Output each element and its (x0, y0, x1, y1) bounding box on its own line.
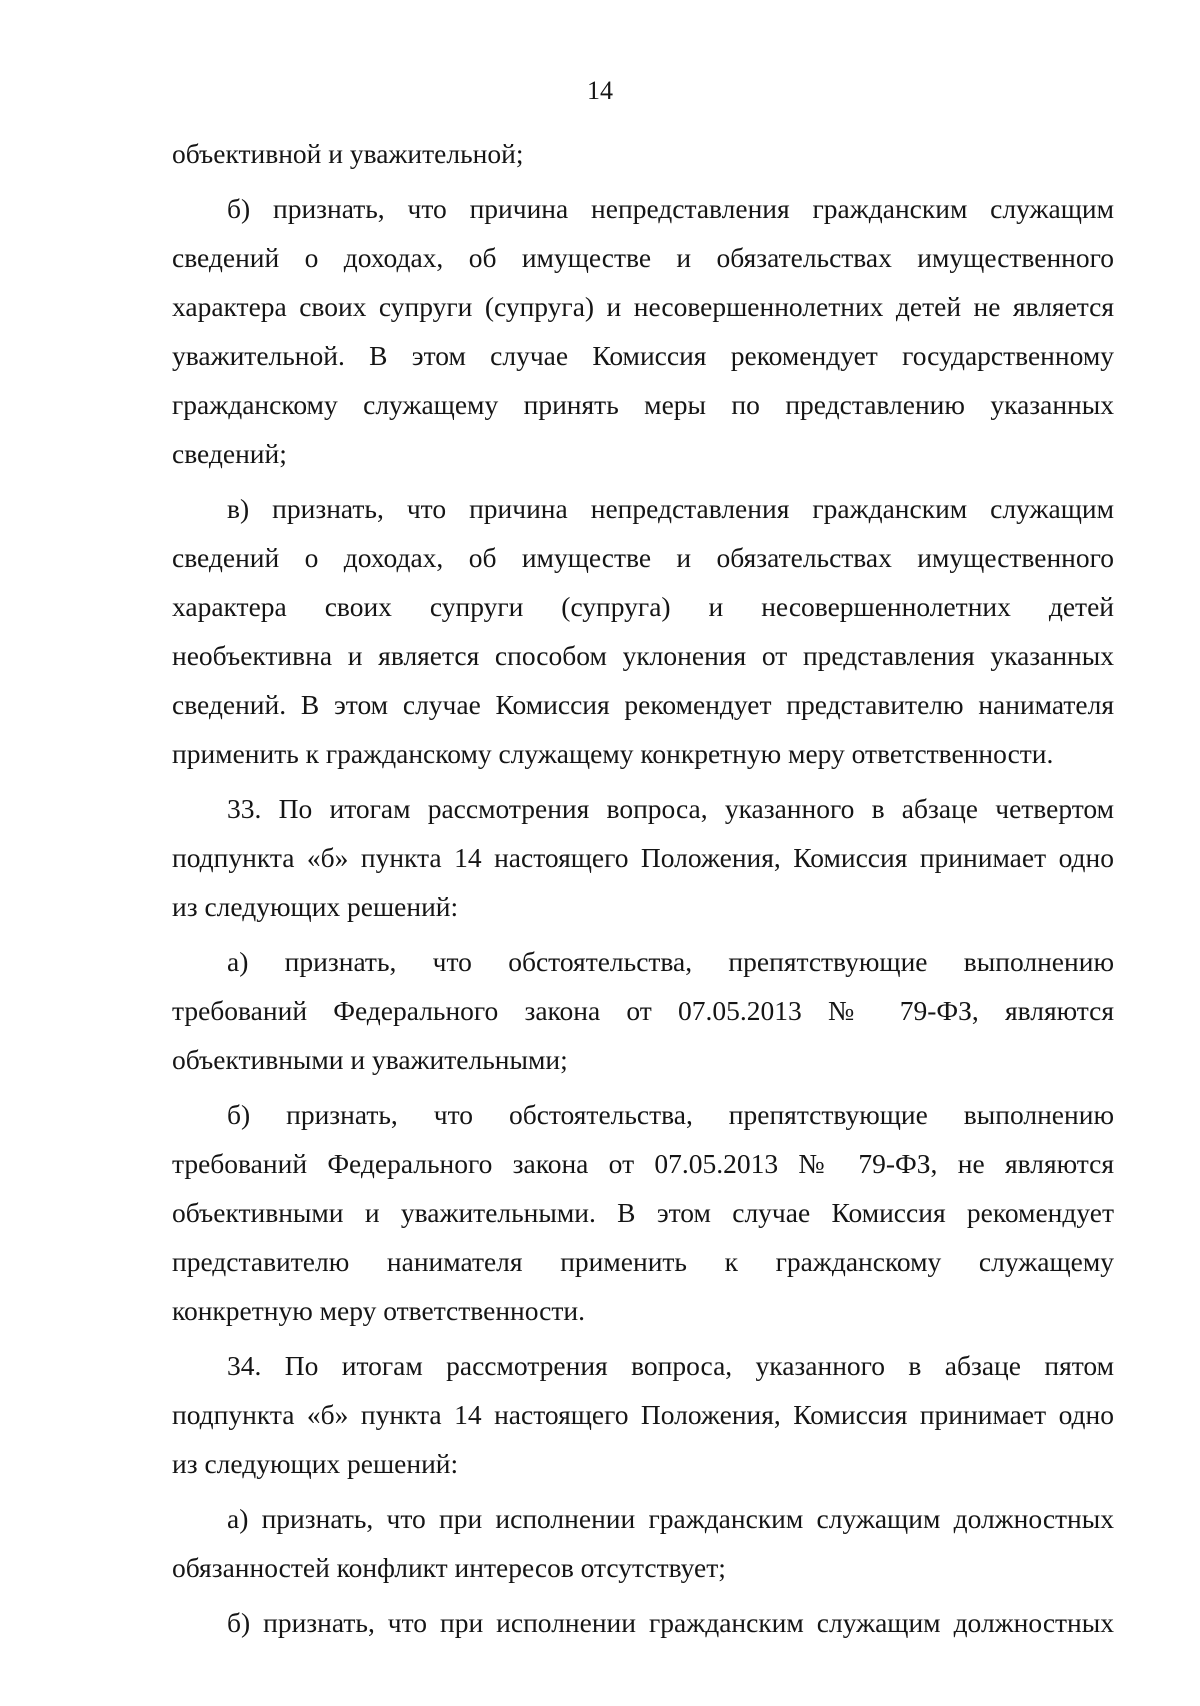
page-number: 14 (587, 76, 613, 105)
paragraph (172, 1598, 1114, 1647)
text-line: а) признать, что при исполнении гражданским служащим должностных (227, 1503, 1114, 1534)
paragraph (172, 484, 1114, 778)
text-line: 34. По итогам рассмотрения вопроса, указанного в абзаце пятом (227, 1350, 1114, 1381)
paragraph (172, 937, 1114, 1084)
text-line: подпункта «б» пункта 14 настоящего Положения, Комиссия принимает одно (172, 842, 1114, 873)
paragraph (172, 1090, 1114, 1335)
text-line: в) признать, что причина непредставления гражданским служащим (227, 493, 1114, 524)
text-line: 33. По итогам рассмотрения вопроса, указанного в абзаце четвертом (227, 793, 1114, 824)
text-line: сведений о доходах, об имуществе и обязательствах имущественного (172, 542, 1114, 573)
text-line: подпункта «б» пункта 14 настоящего Положения, Комиссия принимает одно (172, 1399, 1114, 1430)
text-line: требований Федерального закона от 07.05.2013 № 79-ФЗ, не являются (172, 1148, 1114, 1179)
text-line: характера своих супруги (супруга) и несовершеннолетних детей (172, 591, 1114, 622)
text-line: сведений. В этом случае Комиссия рекомендует представителю нанимателя (172, 689, 1114, 720)
text-line: обязанностей конфликт интересов отсутствует; (172, 1552, 726, 1583)
text-line: б) признать, что обстоятельства, препятствующие выполнению (227, 1099, 1114, 1130)
text-line: представителю нанимателя применить к гражданскому служащему (172, 1246, 1114, 1277)
text-line: из следующих решений: (172, 1448, 459, 1479)
paragraph (172, 1341, 1114, 1488)
text-line: гражданскому служащему принять меры по представлению указанных (172, 389, 1114, 420)
text-line: применить к гражданскому служащему конкретную меру ответственности. (172, 738, 1054, 769)
text-line: требований Федерального закона от 07.05.2013 № 79-ФЗ, являются (172, 995, 1114, 1026)
text-line: объективными и уважительными. В этом случае Комиссия рекомендует (172, 1197, 1114, 1228)
text-line: объективной и уважительной; (172, 138, 524, 169)
text-line: необъективна и является способом уклонения от представления указанных (172, 640, 1114, 671)
paragraph (172, 129, 1114, 178)
text-line: а) признать, что обстоятельства, препятствующие выполнению (227, 946, 1114, 977)
text-line: конкретную меру ответственности. (172, 1295, 585, 1326)
text-line: сведений о доходах, об имуществе и обязательствах имущественного (172, 242, 1114, 273)
text-line: уважительной. В этом случае Комиссия рекомендует государственному (172, 340, 1114, 371)
text-line: объективными и уважительными; (172, 1044, 568, 1075)
document-body (172, 129, 1114, 1647)
paragraph (172, 1494, 1114, 1592)
paragraph (172, 184, 1114, 478)
text-line: б) признать, что при исполнении гражданским служащим должностных (227, 1607, 1114, 1638)
text-line: б) признать, что причина непредставления гражданским служащим (227, 193, 1114, 224)
text-line: из следующих решений: (172, 891, 459, 922)
text-line: сведений; (172, 438, 287, 469)
text-line: характера своих супруги (супруга) и несовершеннолетних детей не является (172, 291, 1114, 322)
paragraph (172, 784, 1114, 931)
